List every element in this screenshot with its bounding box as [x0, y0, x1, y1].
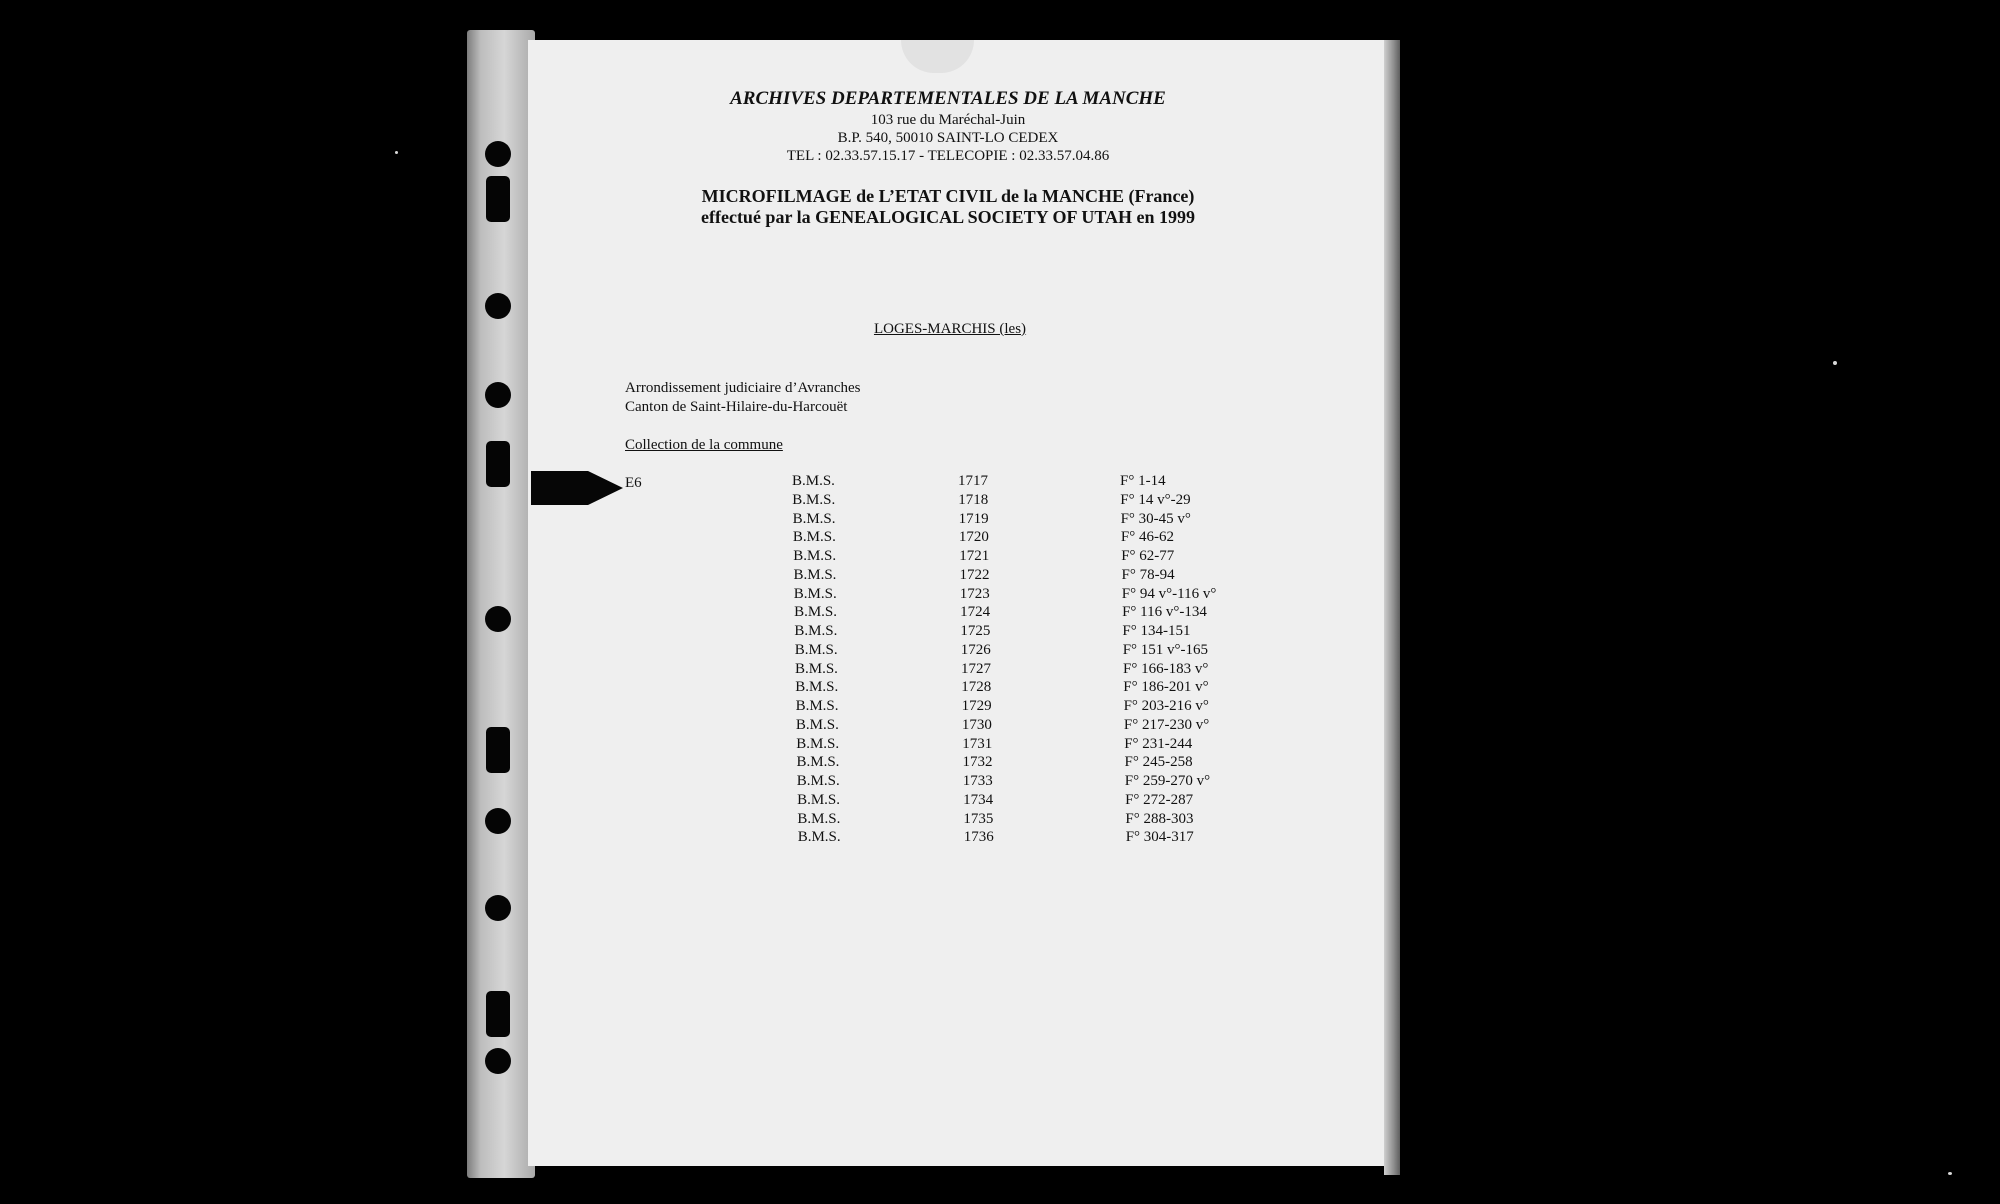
punch-hole: [485, 606, 511, 632]
record-year: 1727: [961, 660, 991, 677]
institution-title: ARCHIVES DEPARTEMENTALES DE LA MANCHE: [730, 88, 1166, 109]
record-year: 1722: [959, 566, 990, 583]
record-year: 1731: [962, 735, 993, 752]
punch-slot: [486, 991, 510, 1037]
record-year: 1726: [960, 641, 991, 658]
record-year: 1734: [963, 791, 994, 808]
record-folios: F° 1-14: [1120, 473, 1166, 489]
record-folios: F° 186-201 v°: [1123, 679, 1209, 696]
record-folios: F° 304-317: [1125, 829, 1194, 846]
binder-strip: [467, 30, 535, 1178]
address-line-2: B.P. 540, 50010 SAINT-LO CEDEX: [837, 130, 1059, 146]
punch-slot: [486, 441, 510, 487]
record-type: B.M.S.: [793, 548, 837, 564]
record-type: B.M.S.: [792, 510, 836, 527]
record-year: 1735: [963, 810, 994, 827]
record-type: B.M.S.: [797, 791, 841, 808]
collection-heading: Collection de la commune: [625, 437, 783, 453]
record-type: B.M.S.: [792, 491, 836, 508]
record-folios: F° 259-270 v°: [1124, 773, 1211, 789]
record-year: 1728: [961, 679, 992, 696]
project-line-1: MICROFILMAGE de L’ETAT CIVIL de la MANCHE (France): [701, 186, 1195, 206]
record-year: 1725: [960, 623, 991, 639]
punch-hole: [485, 808, 511, 834]
record-folios: F° 217-230 v°: [1123, 716, 1210, 733]
record-type: B.M.S.: [797, 829, 841, 846]
punch-slot: [486, 727, 510, 773]
commune-title: LOGES-MARCHIS (les): [873, 321, 1027, 337]
arrondissement-line: Arrondissement judiciaire d’Avranches: [625, 380, 861, 396]
record-year: 1724: [960, 604, 991, 621]
record-folios: F° 30-45 v°: [1120, 510, 1191, 527]
record-year: 1721: [959, 548, 990, 564]
record-type: B.M.S.: [795, 698, 839, 714]
record-type: B.M.S.: [796, 773, 840, 789]
record-year: 1729: [961, 698, 992, 714]
record-type: B.M.S.: [793, 585, 837, 602]
record-type: B.M.S.: [795, 660, 838, 677]
record-type: B.M.S.: [794, 604, 838, 621]
cote-label: E6: [625, 475, 642, 491]
record-type: B.M.S.: [795, 716, 839, 733]
record-folios: F° 203-216 v°: [1123, 698, 1209, 714]
record-folios: F° 78-94: [1121, 566, 1175, 583]
record-year: 1732: [962, 754, 993, 771]
punch-hole: [485, 293, 511, 319]
record-type: B.M.S.: [793, 566, 837, 583]
film-speck: [395, 151, 398, 154]
record-folios: F° 14 v°-29: [1120, 491, 1191, 508]
record-type: B.M.S.: [794, 641, 838, 658]
record-type: B.M.S.: [796, 735, 840, 752]
record-type: B.M.S.: [794, 623, 838, 639]
punch-hole: [485, 382, 511, 408]
record-folios: F° 134-151: [1122, 623, 1191, 639]
punch-hole: [485, 1048, 511, 1074]
record-year: 1717: [958, 473, 988, 489]
record-folios: F° 94 v°-116 v°: [1121, 585, 1217, 602]
record-type: B.M.S.: [792, 473, 835, 489]
film-speck: [1948, 1172, 1952, 1175]
address-line-1: 103 rue du Maréchal-Juin: [870, 112, 1026, 128]
record-year: 1736: [963, 829, 994, 846]
record-folios: F° 272-287: [1125, 791, 1194, 808]
punch-hole: [485, 141, 511, 167]
record-year: 1720: [958, 529, 989, 546]
record-year: 1723: [959, 585, 990, 602]
record-folios: F° 288-303: [1125, 810, 1194, 827]
record-folios: F° 151 v°-165: [1122, 641, 1209, 658]
record-year: 1719: [958, 510, 989, 527]
record-year: 1718: [958, 491, 989, 508]
record-folios: F° 116 v°-134: [1122, 604, 1207, 621]
contact-line: TEL : 02.33.57.15.17 - TELECOPIE : 02.33.57.04.86: [786, 148, 1110, 164]
record-year: 1733: [962, 773, 993, 789]
record-year: 1730: [961, 716, 992, 733]
record-folios: F° 46-62: [1120, 529, 1174, 546]
film-speck: [1833, 361, 1837, 365]
record-type: B.M.S.: [795, 679, 839, 696]
record-type: B.M.S.: [797, 810, 841, 827]
record-type: B.M.S.: [792, 529, 836, 546]
record-folios: F° 231-244: [1124, 735, 1193, 752]
record-folios: F° 62-77: [1121, 548, 1175, 564]
canton-line: Canton de Saint-Hilaire-du-Harcouët: [625, 399, 848, 415]
record-folios: F° 245-258: [1124, 754, 1193, 771]
page-edge: [1384, 40, 1400, 1175]
punch-hole: [485, 895, 511, 921]
record-type: B.M.S.: [796, 754, 840, 771]
punch-slot: [486, 176, 510, 222]
project-line-2: effectué par la GENEALOGICAL SOCIETY OF UTAH en 1999: [700, 207, 1195, 227]
project-description: [628, 186, 1268, 228]
record-folios: F° 166-183 v°: [1123, 660, 1209, 677]
